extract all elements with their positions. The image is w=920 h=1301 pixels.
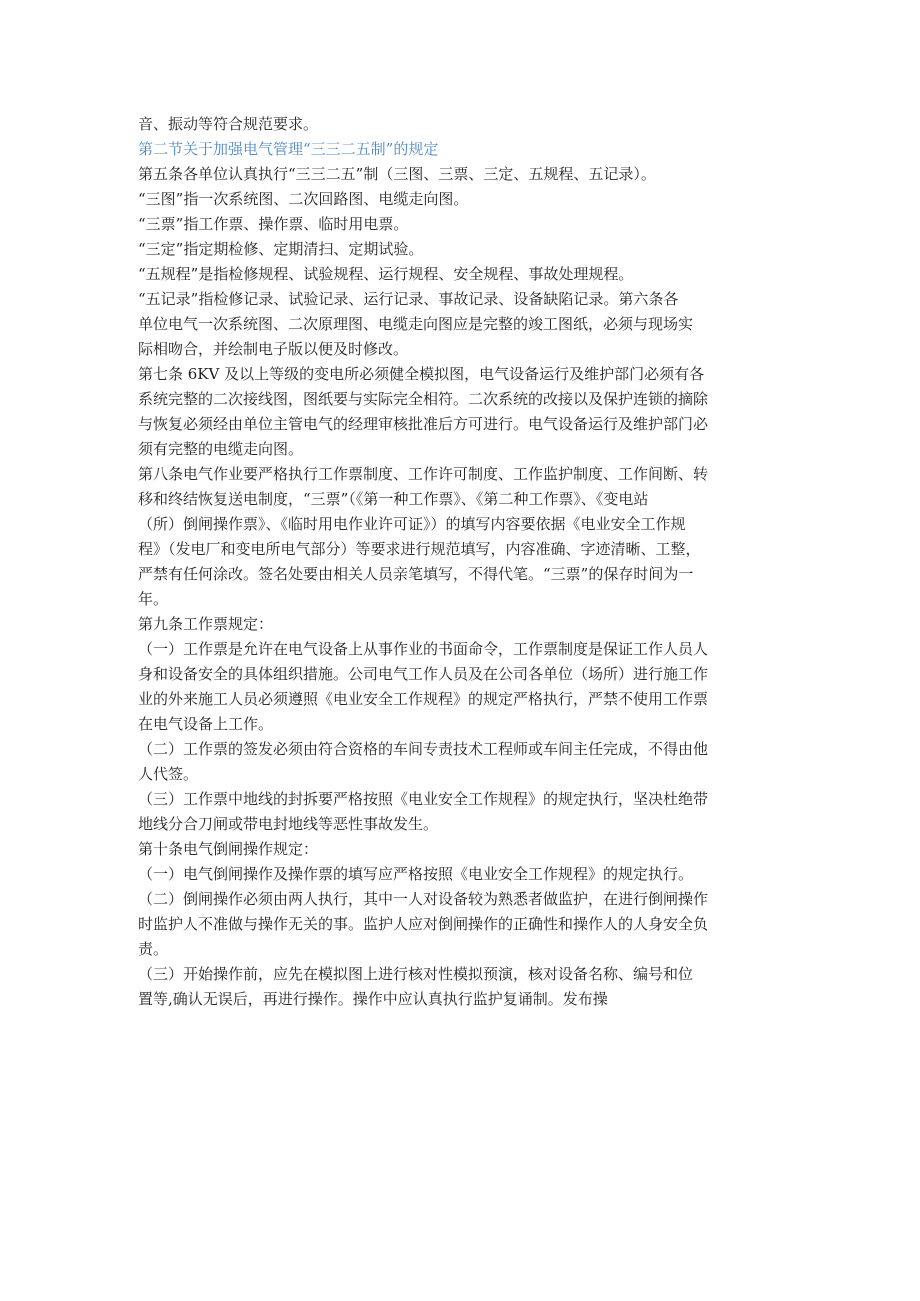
text-line: 第九条工作票规定： <box>138 615 274 633</box>
text-line: （二）工作票的签发必须由符合资格的车间专责技术工程师或车间主任完成，不得由他 <box>138 740 709 758</box>
text-line: 系统完整的二次接线图，图纸要与实际完全相符。二次系统的改接以及保护连锁的摘除 <box>138 390 709 408</box>
text-line: 移和终结恢复送电制度，“三票”（《第一种工作票》、《第二种工作票》、《变电站 <box>138 490 649 508</box>
text-line: “三票”指工作票、操作票、临时用电票。 <box>138 215 409 233</box>
text-line: 与恢复必须经由单位主管电气的经理审核批准后方可进行。电气设备运行及维护部门必 <box>138 415 709 433</box>
text-line: （一）工作票是允许在电气设备上从事作业的书面命令，工作票制度是保证工作人员人 <box>138 640 709 658</box>
text-line: 单位电气一次系统图、二次原理图、电缆走向图应是完整的竣工图纸，必须与现场实 <box>138 315 694 333</box>
text-line: 年。 <box>138 590 169 608</box>
text-line: 在电气设备上工作。 <box>138 715 274 733</box>
text-line: 责。 <box>138 940 169 958</box>
text-line: 严禁有任何涂改。签名处要由相关人员亲笔填写，不得代笔。“三票”的保存时间为一 <box>138 565 694 583</box>
text-line: 际相吻合，并绘制电子版以便及时修改。 <box>138 340 409 358</box>
text-line: （三）工作票中地线的封拆要严格按照《电业安全工作规程》的规定执行，坚决杜绝带 <box>138 790 709 808</box>
text-line: 第七条 6KV 及以上等级的变电所必须健全模拟图，电气设备运行及维护部门必须有各 <box>138 365 705 383</box>
text-line: “三定”指定期检修、定期清扫、定期试验。 <box>138 240 424 258</box>
section-heading: 第二节关于加强电气管理“三三二五制”的规定 <box>138 140 439 158</box>
text-line: 时监护人不准做与操作无关的事。监护人应对倒闸操作的正确性和操作人的人身安全负 <box>138 915 709 933</box>
text-line: （一）电气倒闸操作及操作票的填写应严格按照《电业安全工作规程》的规定执行。 <box>138 865 694 883</box>
text-line: 置等,确认无误后，再进行操作。操作中应认真执行监护复诵制。发布操 <box>138 990 608 1008</box>
text-line: 程》（发电厂和变电所电气部分）等要求进行规范填写，内容准确、字迹清晰、工整， <box>138 540 701 558</box>
text-line: 第八条电气作业要严格执行工作票制度、工作许可制度、工作监护制度、工作间断、转 <box>138 465 709 483</box>
text-line: 第十条电气倒闸操作规定： <box>138 840 319 858</box>
text-line: 人代签。 <box>138 765 199 783</box>
text-line: （三）开始操作前，应先在模拟图上进行核对性模拟预演，核对设备名称、编号和位 <box>138 965 694 983</box>
document-body <box>138 112 786 1012</box>
text-line: 须有完整的电缆走向图。 <box>138 440 304 458</box>
text-line: “五规程”是指检修规程、试验规程、运行规程、安全规程、事故处理规程。 <box>138 265 634 283</box>
text-line: “三图”指一次系统图、二次回路图、电缆走向图。 <box>138 190 469 208</box>
text-line: 地线分合刀闸或带电封地线等恶性事故发生。 <box>138 815 439 833</box>
text-line: 音、振动等符合规范要求。 <box>138 115 319 133</box>
text-line: 业的外来施工人员必须遵照《电业安全工作规程》的规定严格执行，严禁不使用工作票 <box>138 690 709 708</box>
text-line: “五记录”指检修记录、试验记录、运行记录、事故记录、设备缺陷记录。第六条各 <box>138 290 679 308</box>
text-line: （所）倒闸操作票》、《临时用电作业许可证》）的填写内容要依据《电业安全工作规 <box>138 515 686 533</box>
text-line: 第五条各单位认真执行“三三二五”制（三图、三票、三定、五规程、五记录）。 <box>138 165 656 183</box>
text-line: 身和设备安全的具体组织措施。公司电气工作人员及在公司各单位（场所）进行施工作 <box>138 665 709 683</box>
text-line: （二）倒闸操作必须由两人执行，其中一人对设备较为熟悉者做监护，在进行倒闸操作 <box>138 890 709 908</box>
